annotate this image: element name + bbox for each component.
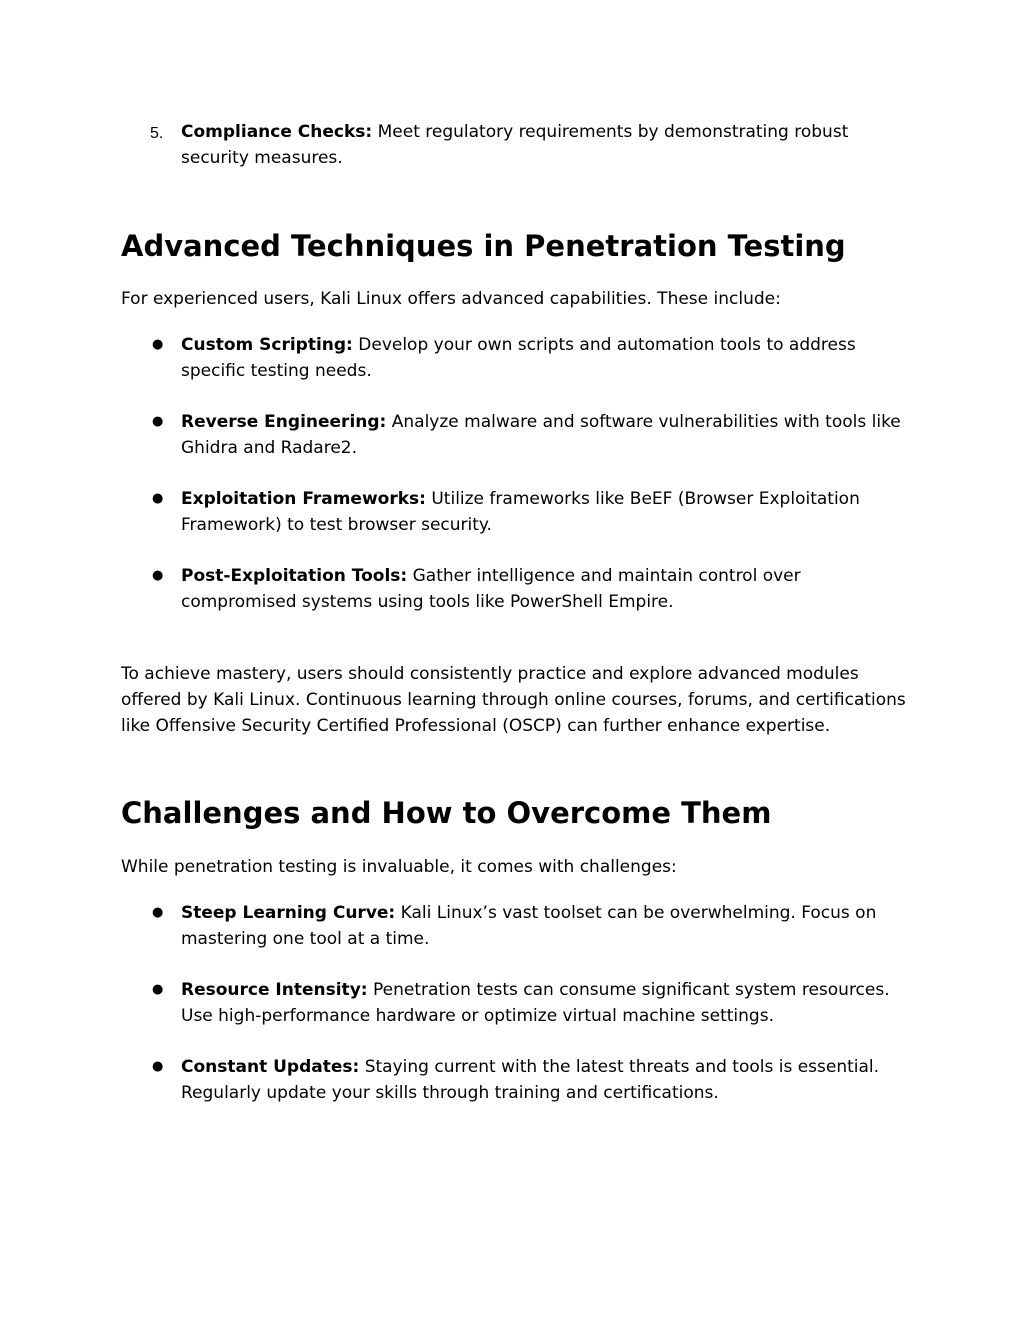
list-item-term: Post-Exploitation Tools: (181, 566, 408, 586)
list-item-text (181, 119, 911, 171)
section-heading-challenges: Challenges and How to Overcome Them (121, 796, 772, 830)
list-item-description: Utilize frameworks like BeEF (Browser Exploitation Framework) to test browser security. (181, 489, 860, 535)
list-item (121, 563, 911, 615)
bullet-icon: ● (152, 568, 164, 583)
list-item (121, 409, 911, 461)
section-closing-advanced: To achieve mastery, users should consistently practice and explore advanced modules offered by Kali Linux. Continuous learning through online courses, forums, and certifications like Offensive Security Certified Professional (OSCP) can further enhance expertise. (121, 664, 906, 736)
section-intro-advanced: For experienced users, Kali Linux offers advanced capabilities. These include: (121, 289, 781, 309)
list-item-description: Penetration tests can consume significant system resources. Use high-performance hardware or optimize virtual machine settings. (181, 980, 890, 1026)
list-item (121, 332, 911, 384)
bullet-icon: ● (152, 414, 164, 429)
bullet-icon: ● (152, 491, 164, 506)
list-item-term: Resource Intensity: (181, 980, 368, 1000)
list-item-description: Meet regulatory requirements by demonstrating robust security measures. (181, 122, 849, 168)
list-item-description: Gather intelligence and maintain control over compromised systems using tools like PowerShell Empire. (181, 566, 801, 612)
list-item (121, 1054, 911, 1106)
bullet-icon: ● (152, 1059, 164, 1074)
bullet-icon: ● (152, 905, 164, 920)
list-item-description: Staying current with the latest threats and tools is essential. Regularly update your skills through training and certifications. (181, 1057, 880, 1103)
list-item-description: Analyze malware and software vulnerabilities with tools like Ghidra and Radare2. (181, 412, 901, 458)
numbered-list-item (121, 119, 911, 171)
list-item-description: Develop your own scripts and automation tools to address specific testing needs. (181, 335, 856, 381)
bullet-icon: ● (152, 982, 164, 997)
list-item (121, 977, 911, 1029)
section-heading-advanced: Advanced Techniques in Penetration Testing (121, 229, 846, 263)
bullet-list-advanced (121, 332, 911, 615)
list-item-description: Kali Linux’s vast toolset can be overwhelming. Focus on mastering one tool at a time. (181, 903, 877, 949)
list-item-term: Constant Updates: (181, 1057, 360, 1077)
list-item (121, 486, 911, 538)
section-intro-challenges: While penetration testing is invaluable, it comes with challenges: (121, 857, 677, 877)
list-item (121, 900, 911, 952)
list-item-term: Reverse Engineering: (181, 412, 387, 432)
list-item-term: Compliance Checks: (181, 122, 373, 142)
list-item-term: Exploitation Frameworks: (181, 489, 426, 509)
list-number: 5. (150, 125, 164, 142)
list-item-term: Steep Learning Curve: (181, 903, 396, 923)
list-item-term: Custom Scripting: (181, 335, 353, 355)
bullet-list-challenges (121, 900, 911, 1106)
bullet-icon: ● (152, 337, 164, 352)
